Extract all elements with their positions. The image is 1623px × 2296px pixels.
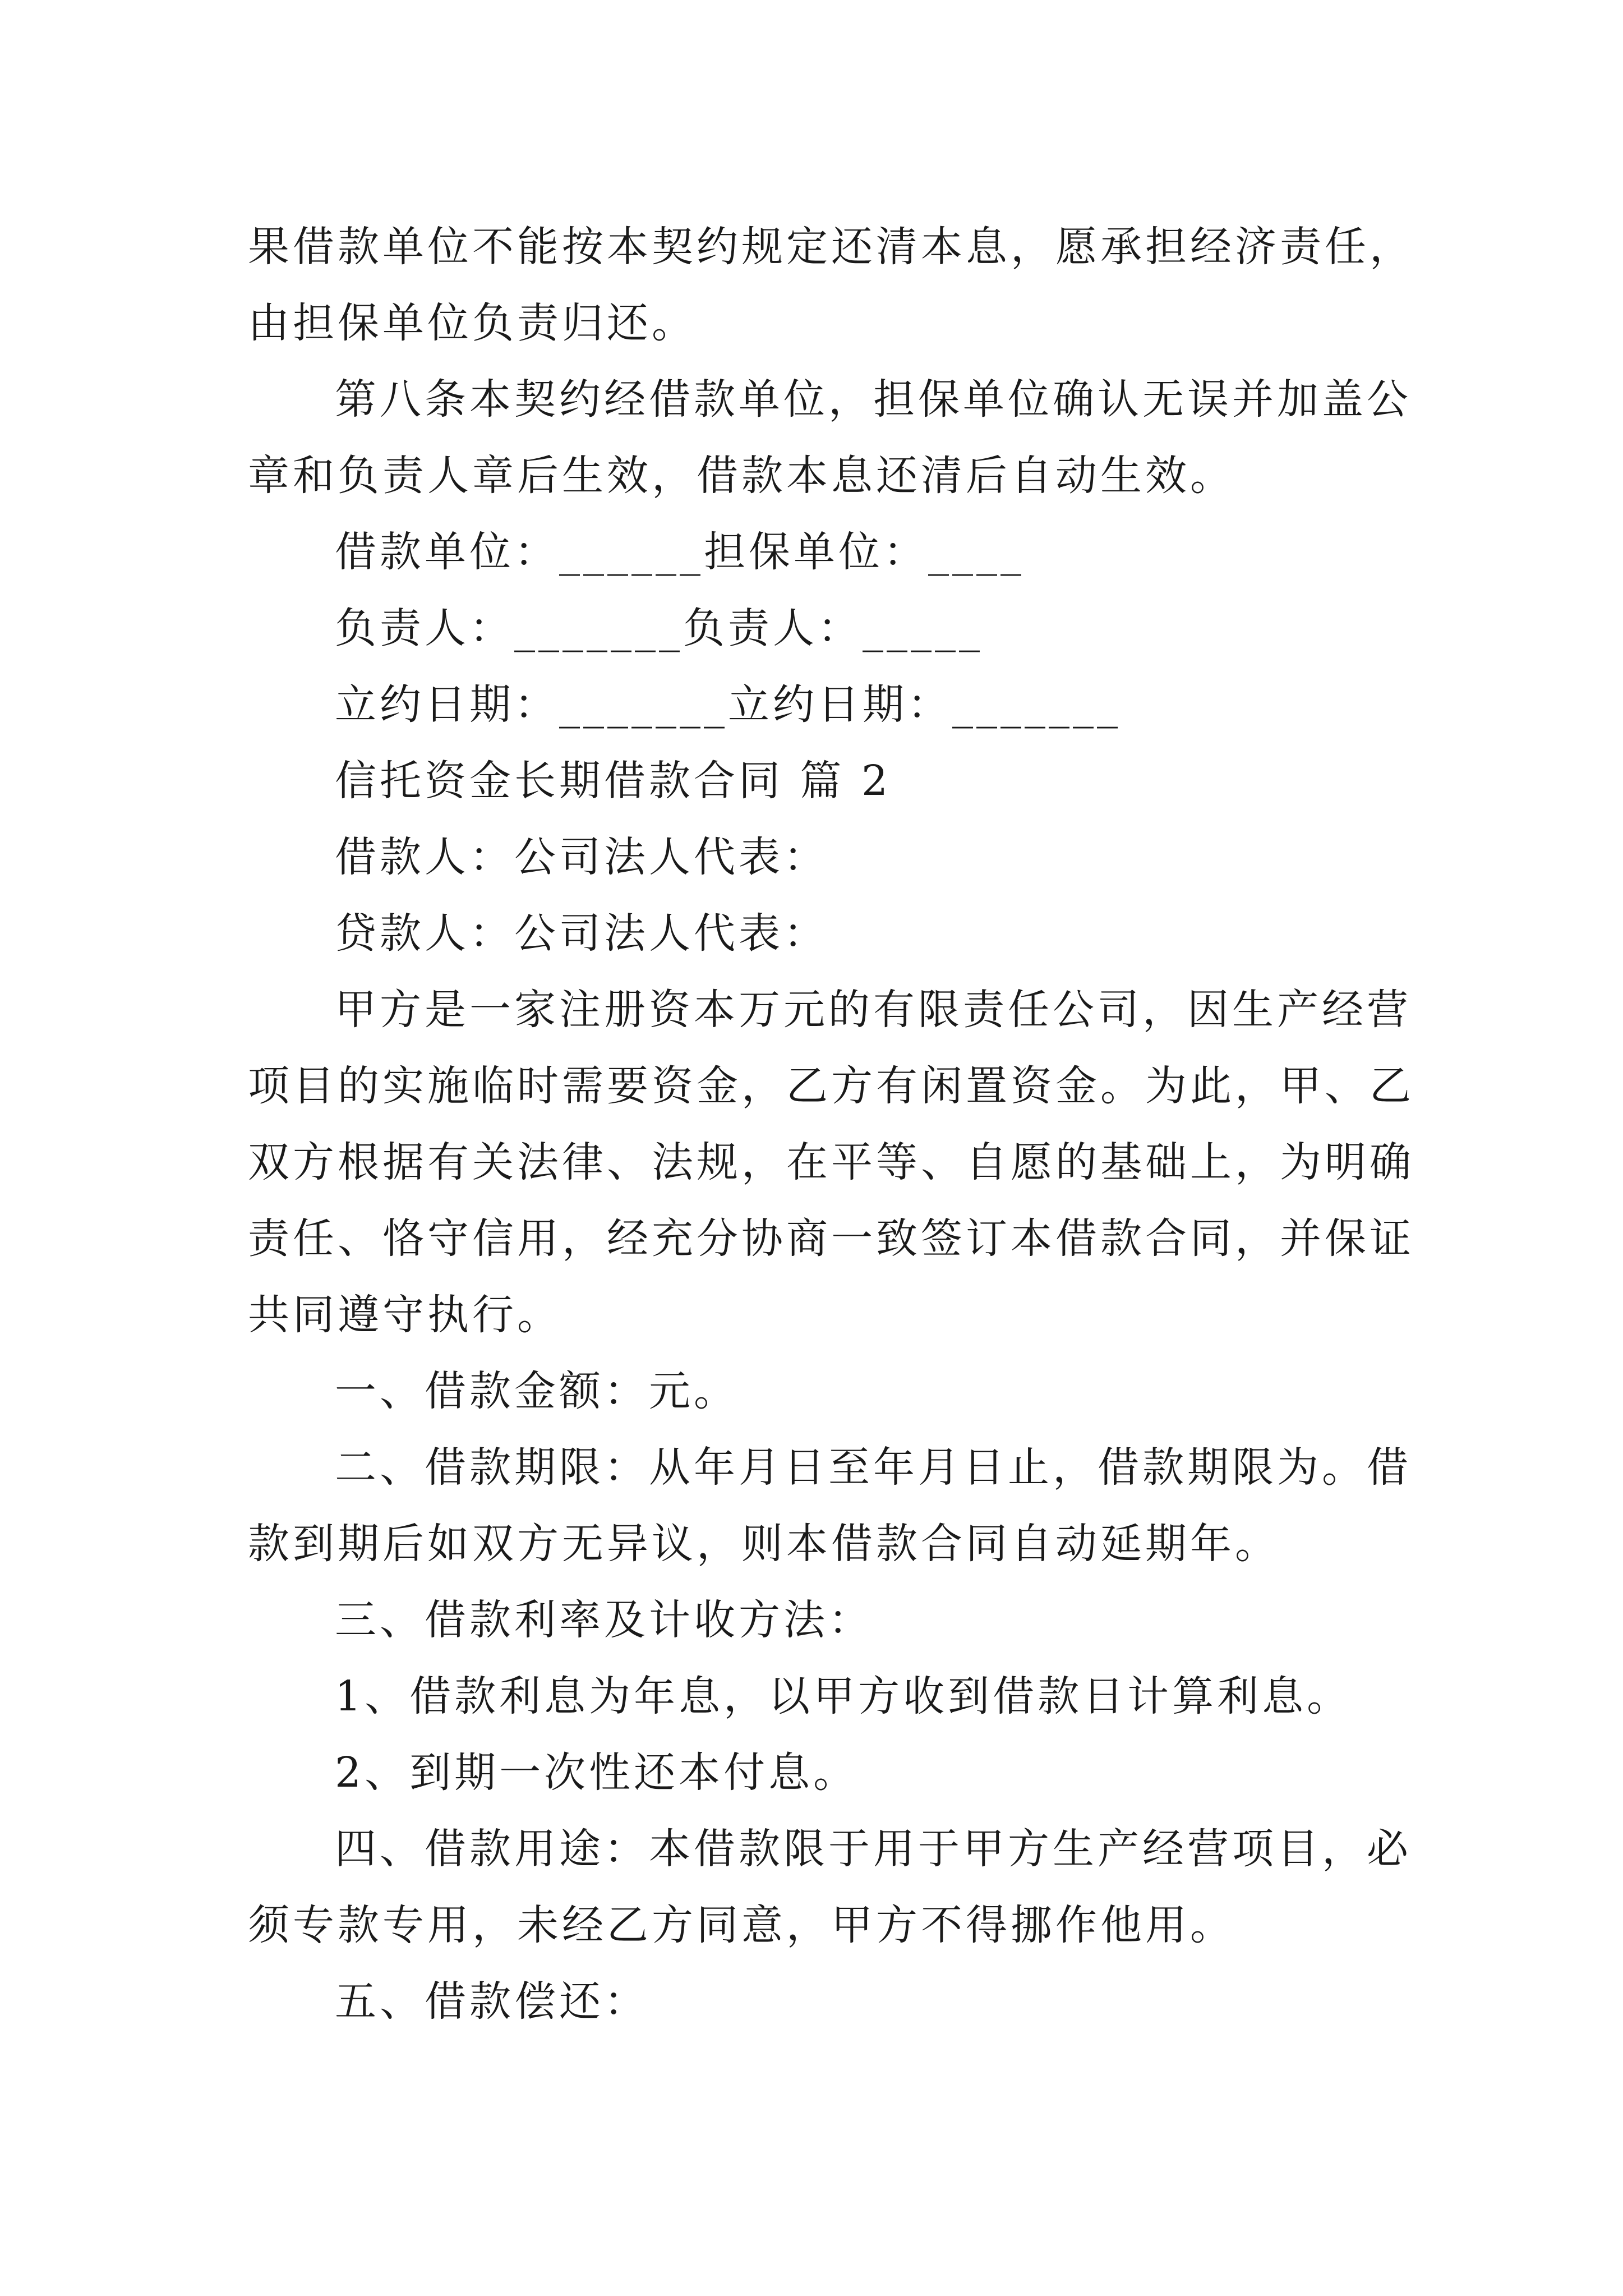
text-line: 贷款人：公司法人代表： <box>335 909 828 958</box>
text-line: 双方根据有关法律、法规，在平等、自愿的基础上，为明确 <box>248 1138 1414 1186</box>
text-line: 章和负责人章后生效，借款本息还清后自动生效。 <box>248 452 1235 500</box>
clause-line: 二、借款期限：从年月日至年月日止，借款期限为。借 <box>335 1443 1412 1492</box>
text-line: 责任、恪守信用，经充分协商一致签订本借款合同，并保证 <box>248 1214 1414 1263</box>
text-line: 第八条本契约经借款单位，担保单位确认无误并加盖公 <box>335 375 1412 424</box>
text-line: 须专款专用，未经乙方同意，甲方不得挪作他用。 <box>248 1901 1235 1949</box>
clause-line: 五、借款偿还： <box>335 1977 649 2026</box>
section-heading: 信托资金长期借款合同 篇 2 <box>335 757 892 805</box>
signature-line-unit: 借款单位：______担保单位：____ <box>335 528 1025 576</box>
clause-line: 一、借款金额：元。 <box>335 1367 739 1415</box>
signature-line-person: 负责人：_______负责人：_____ <box>335 604 983 652</box>
text-line: 由担保单位负责归还。 <box>248 299 697 347</box>
signature-line-date: 立约日期：_______立约日期：_______ <box>335 680 1121 729</box>
text-line: 项目的实施临时需要资金，乙方有闲置资金。为此，甲、乙 <box>248 1062 1414 1110</box>
text-line: 借款人：公司法人代表： <box>335 833 828 881</box>
clause-line: 三、借款利率及计收方法： <box>335 1596 873 1644</box>
text-line: 果借款单位不能按本契约规定还清本息，愿承担经济责任， <box>248 223 1414 271</box>
text-line: 共同遵守执行。 <box>248 1291 562 1339</box>
clause-line: 1、借款利息为年息，以甲方收到借款日计算利息。 <box>335 1672 1352 1720</box>
clause-line: 2、到期一次性还本付息。 <box>335 1749 859 1797</box>
text-line: 款到期后如双方无异议，则本借款合同自动延期年。 <box>248 1520 1280 1568</box>
text-line: 甲方是一家注册资本万元的有限责任公司，因生产经营 <box>335 986 1412 1034</box>
document-body <box>248 209 1414 2040</box>
clause-line: 四、借款用途：本借款限于用于甲方生产经营项目，必 <box>335 1825 1412 1873</box>
